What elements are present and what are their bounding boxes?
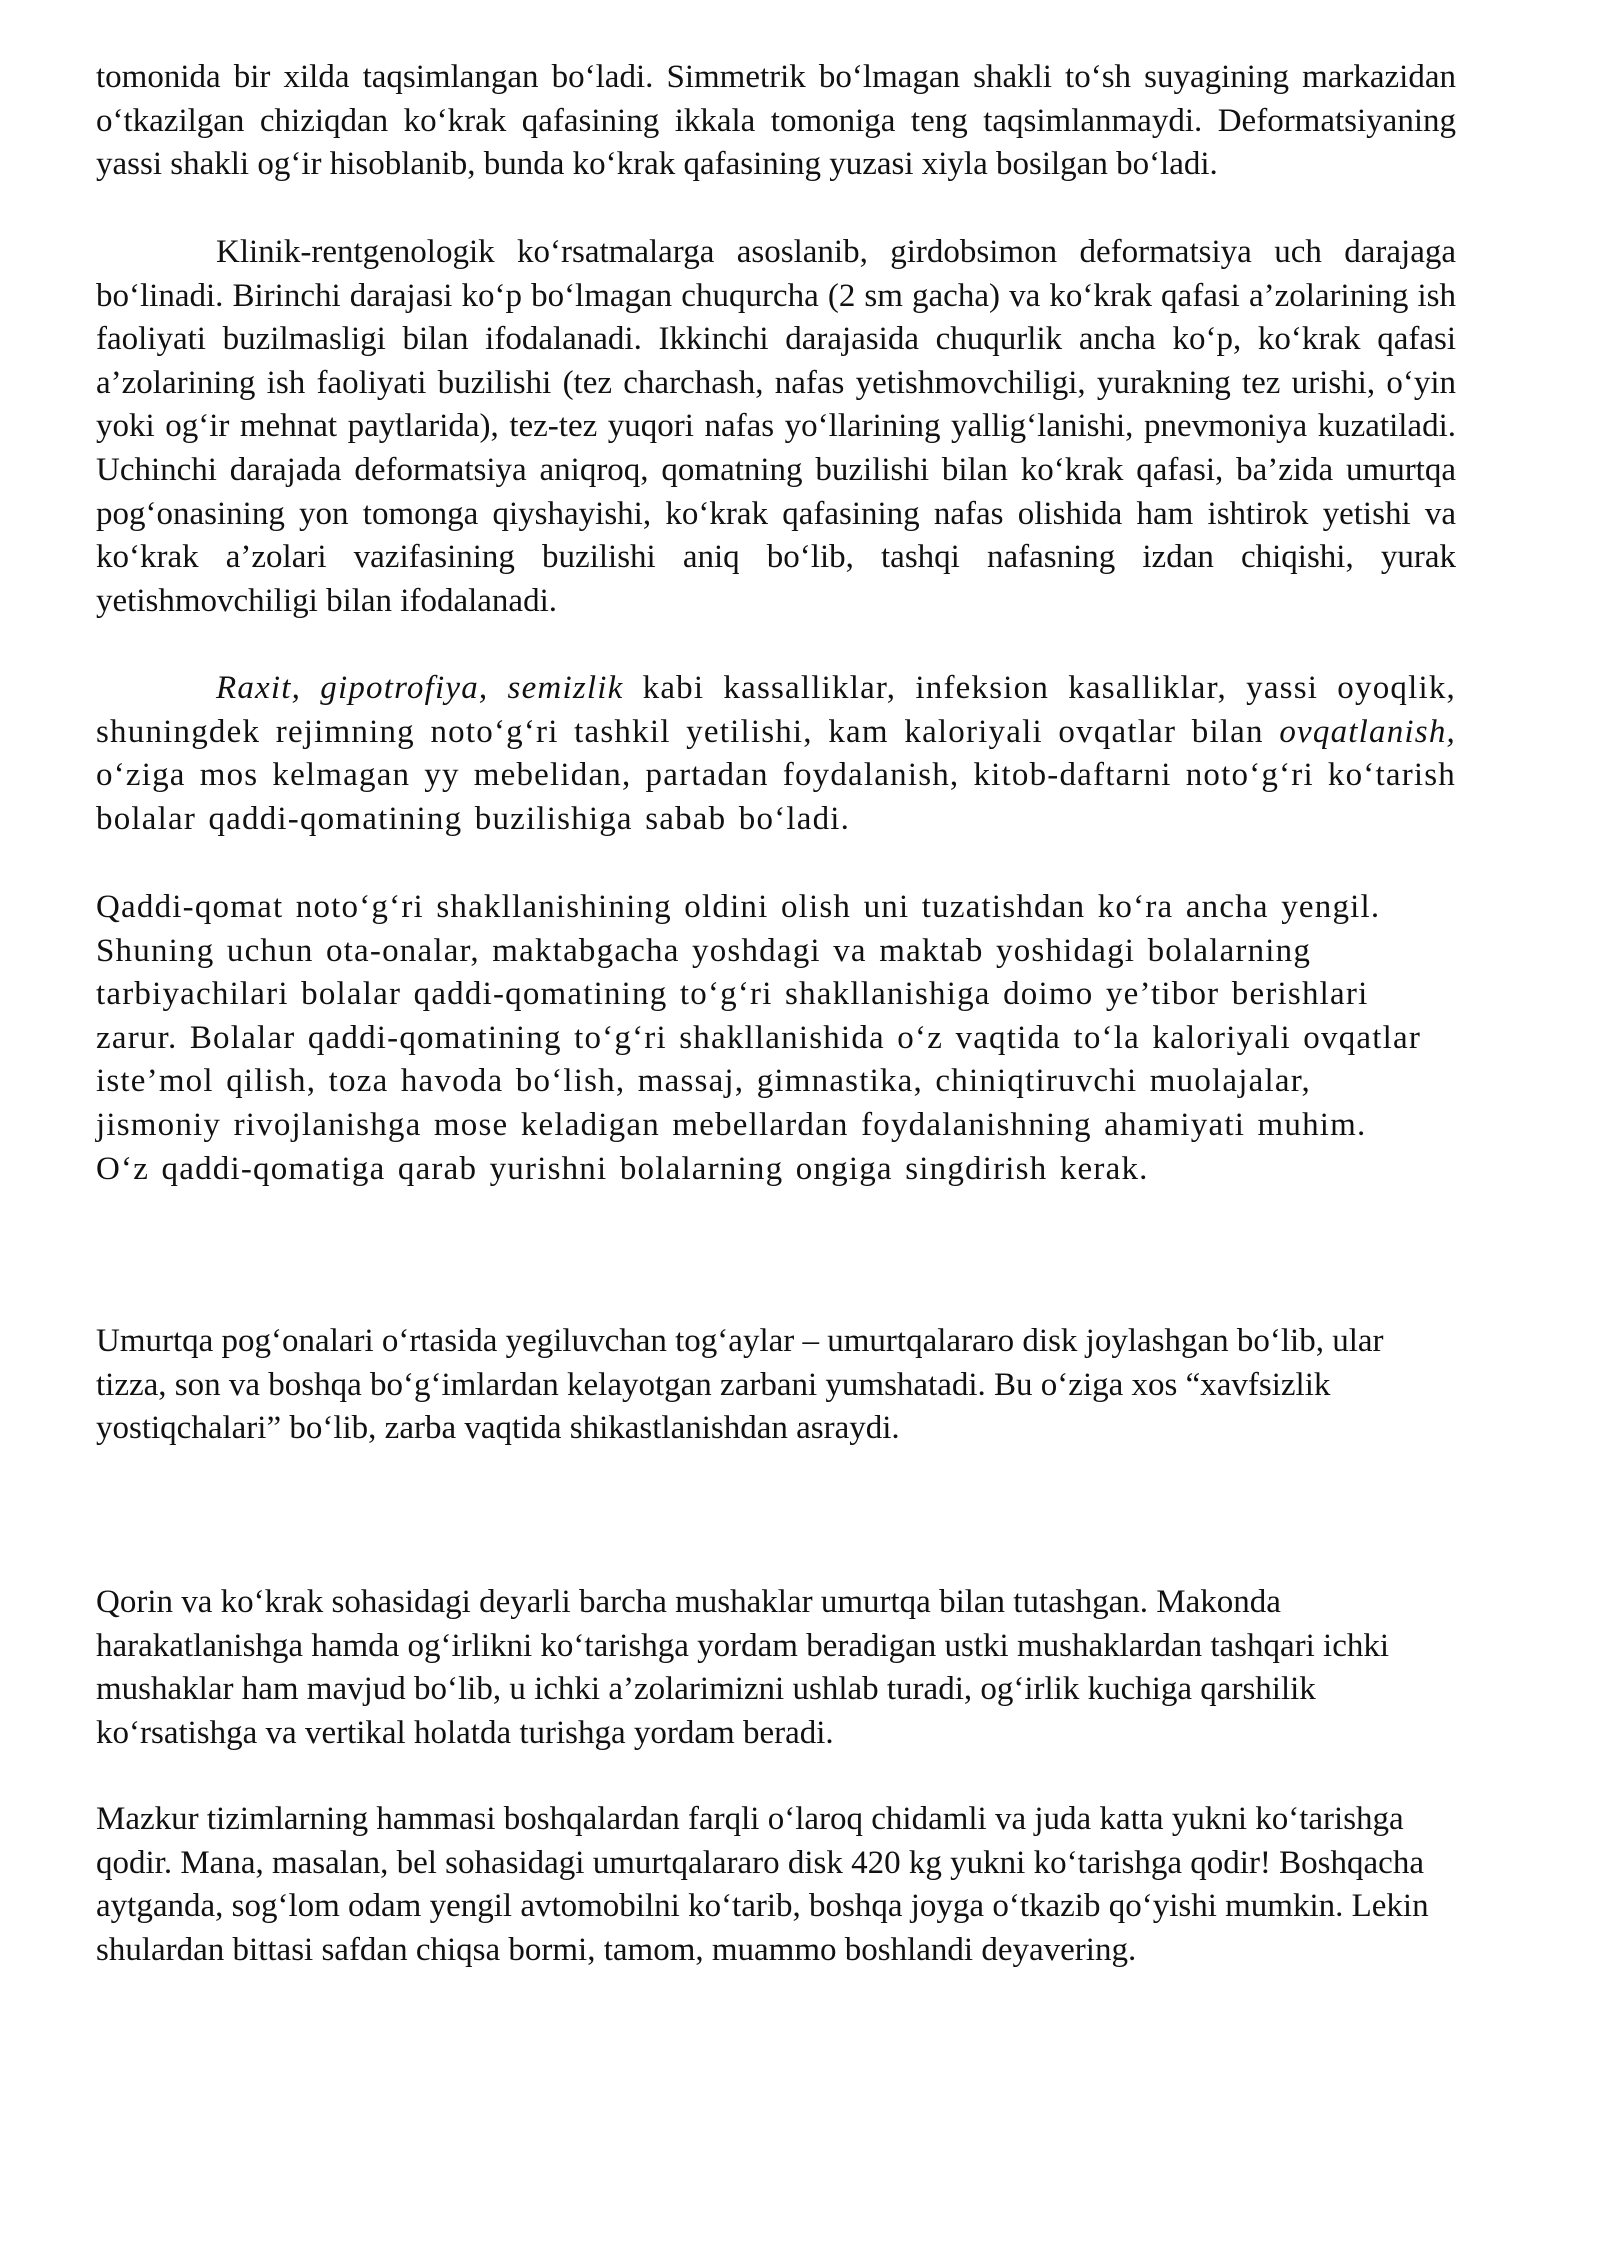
paragraph-causes	[96, 667, 1456, 841]
paragraph-load-capacity: Mazkur tizimlarning hammasi boshqalardan farqli o‘laroq chidamli va juda katta yukni ko‘tarishga qodir. Mana, masalan, bel sohasidagi umurtqalararo disk 420 kg yukni ko‘tarishga qodir! Boshqacha aytganda, sog‘lom odam yengil avtomobilni ko‘tarib, boshqa joyga o‘tkazib qo‘yishi mumkin. Lekin shulardan bittasi safdan chiqsa bormi, tamom, muammo boshlandi deyavering.	[96, 1801, 1429, 1968]
causes-italic-terms: Raxit, gipotrofiya, semizlik	[216, 670, 624, 706]
paragraph-muscles: Qorin va ko‘krak sohasidagi deyarli barcha mushaklar umurtqa bilan tutashgan. Makonda harakatlanishga hamda og‘irlikni ko‘tarishga yordam beradigan ustki mushaklardan tashqari ichki mushaklar ham mavjud bo‘lib, u ichki a’zolarimizni ushlab turadi, og‘irlik kuchiga qarshilik ko‘rsatishga va vertikal holatda turishga yordam beradi.	[96, 1584, 1390, 1751]
paragraph-deformation-degrees: Klinik-rentgenologik ko‘rsatmalarga asoslanib, girdobsimon deformatsiya uch darajaga bo‘linadi. Birinchi darajasi ko‘p bo‘lmagan chuqurcha (2 sm gacha) va ko‘krak qafasi a’zolarining ish faoliyati buzilmasligi bilan ifodalanadi. Ikkinchi darajasida chuqurlik ancha ko‘p, ko‘krak qafasi a’zolarining ish faoliyati buzilishi (tez charchash, nafas yetishmovchiligi, yurakning tez urishi, o‘yin yoki og‘ir mehnat paytlarida), tez-tez yuqori nafas yo‘llarining yallig‘lanishi, pnevmoniya kuzatiladi. Uchinchi darajada deformatsiya aniqroq, qomatning buzilishi bilan ko‘krak qafasi, ba’zida umurtqa pog‘onasining yon tomonga qiyshayishi, ko‘krak qafasining nafas olishida ham ishtirok yetishi va ko‘krak a’zolari vazifasining buzilishi aniq bo‘lib, tashqi nafasning izdan chiqishi, yurak yetishmovchiligi bilan ifodalanadi.	[96, 234, 1456, 619]
paragraph-intervertebral-disk: Umurtqa pog‘onalari o‘rtasida yegiluvchan tog‘aylar – umurtqalararo disk joylashgan bo‘lib, ular tizza, son va boshqa bo‘g‘imlardan kelayotgan zarbani yumshatadi. Bu o‘ziga xos “xavfsizlik yostiqchalari” bo‘lib, zarba vaqtida shikastlanishdan asraydi.	[96, 1323, 1384, 1447]
paragraph-prevention: Qaddi-qomat noto‘g‘ri shakllanishining oldini olish uni tuzatishdan ko‘ra ancha yengil. Shuning uchun ota-onalar, maktabgacha yoshdagi va maktab yoshidagi bolalarning tarbiyachilari bolalar qaddi-qomatining to‘g‘ri shakllanishiga doimo ye’tibor berishlari zarur. Bolalar qaddi-qomatining to‘g‘ri shakllanishida o‘z vaqtida to‘la kaloriyali ovqatlar iste’mol qilish, toza havoda bo‘lish, massaj, gimnastika, chiniqtiruvchi muolajalar, jismoniy rivojlanishga mose keladigan mebellardan foydalanishning ahamiyati muhim. O‘z qaddi-qomatiga qarab yurishni bolalarning ongiga singdirish kerak.	[96, 889, 1422, 1187]
causes-italic-nutrition: ovqatlanish,	[1279, 713, 1456, 750]
causes-text-b: o‘ziga mos kelmagan yy mebelidan, partadan foydalanish, kitob-daftarni noto‘g‘ri ko‘tarish bolalar qaddi-qomatining buzilishiga sabab bo‘ladi.	[96, 757, 1456, 837]
paragraph-deformation-shapes: tomonida bir xilda taqsimlangan bo‘ladi. Simmetrik bo‘lmagan shakli to‘sh suyagining markazidan o‘tkazilgan chiziqdan ko‘krak qafasining ikkala tomoniga teng taqsimlanmaydi. Deformatsiyaning yassi shakli og‘ir hisoblanib, bunda ko‘krak qafasining yuzasi xiyla bosilgan bo‘ladi.	[96, 59, 1456, 183]
causes-text-a: kabi kassalliklar, infeksion kasalliklar, yassi oyoqlik, shuningdek rejimning noto‘g‘ri tashkil yetilishi, kam kaloriyali ovqatlar bilan	[96, 670, 1456, 750]
